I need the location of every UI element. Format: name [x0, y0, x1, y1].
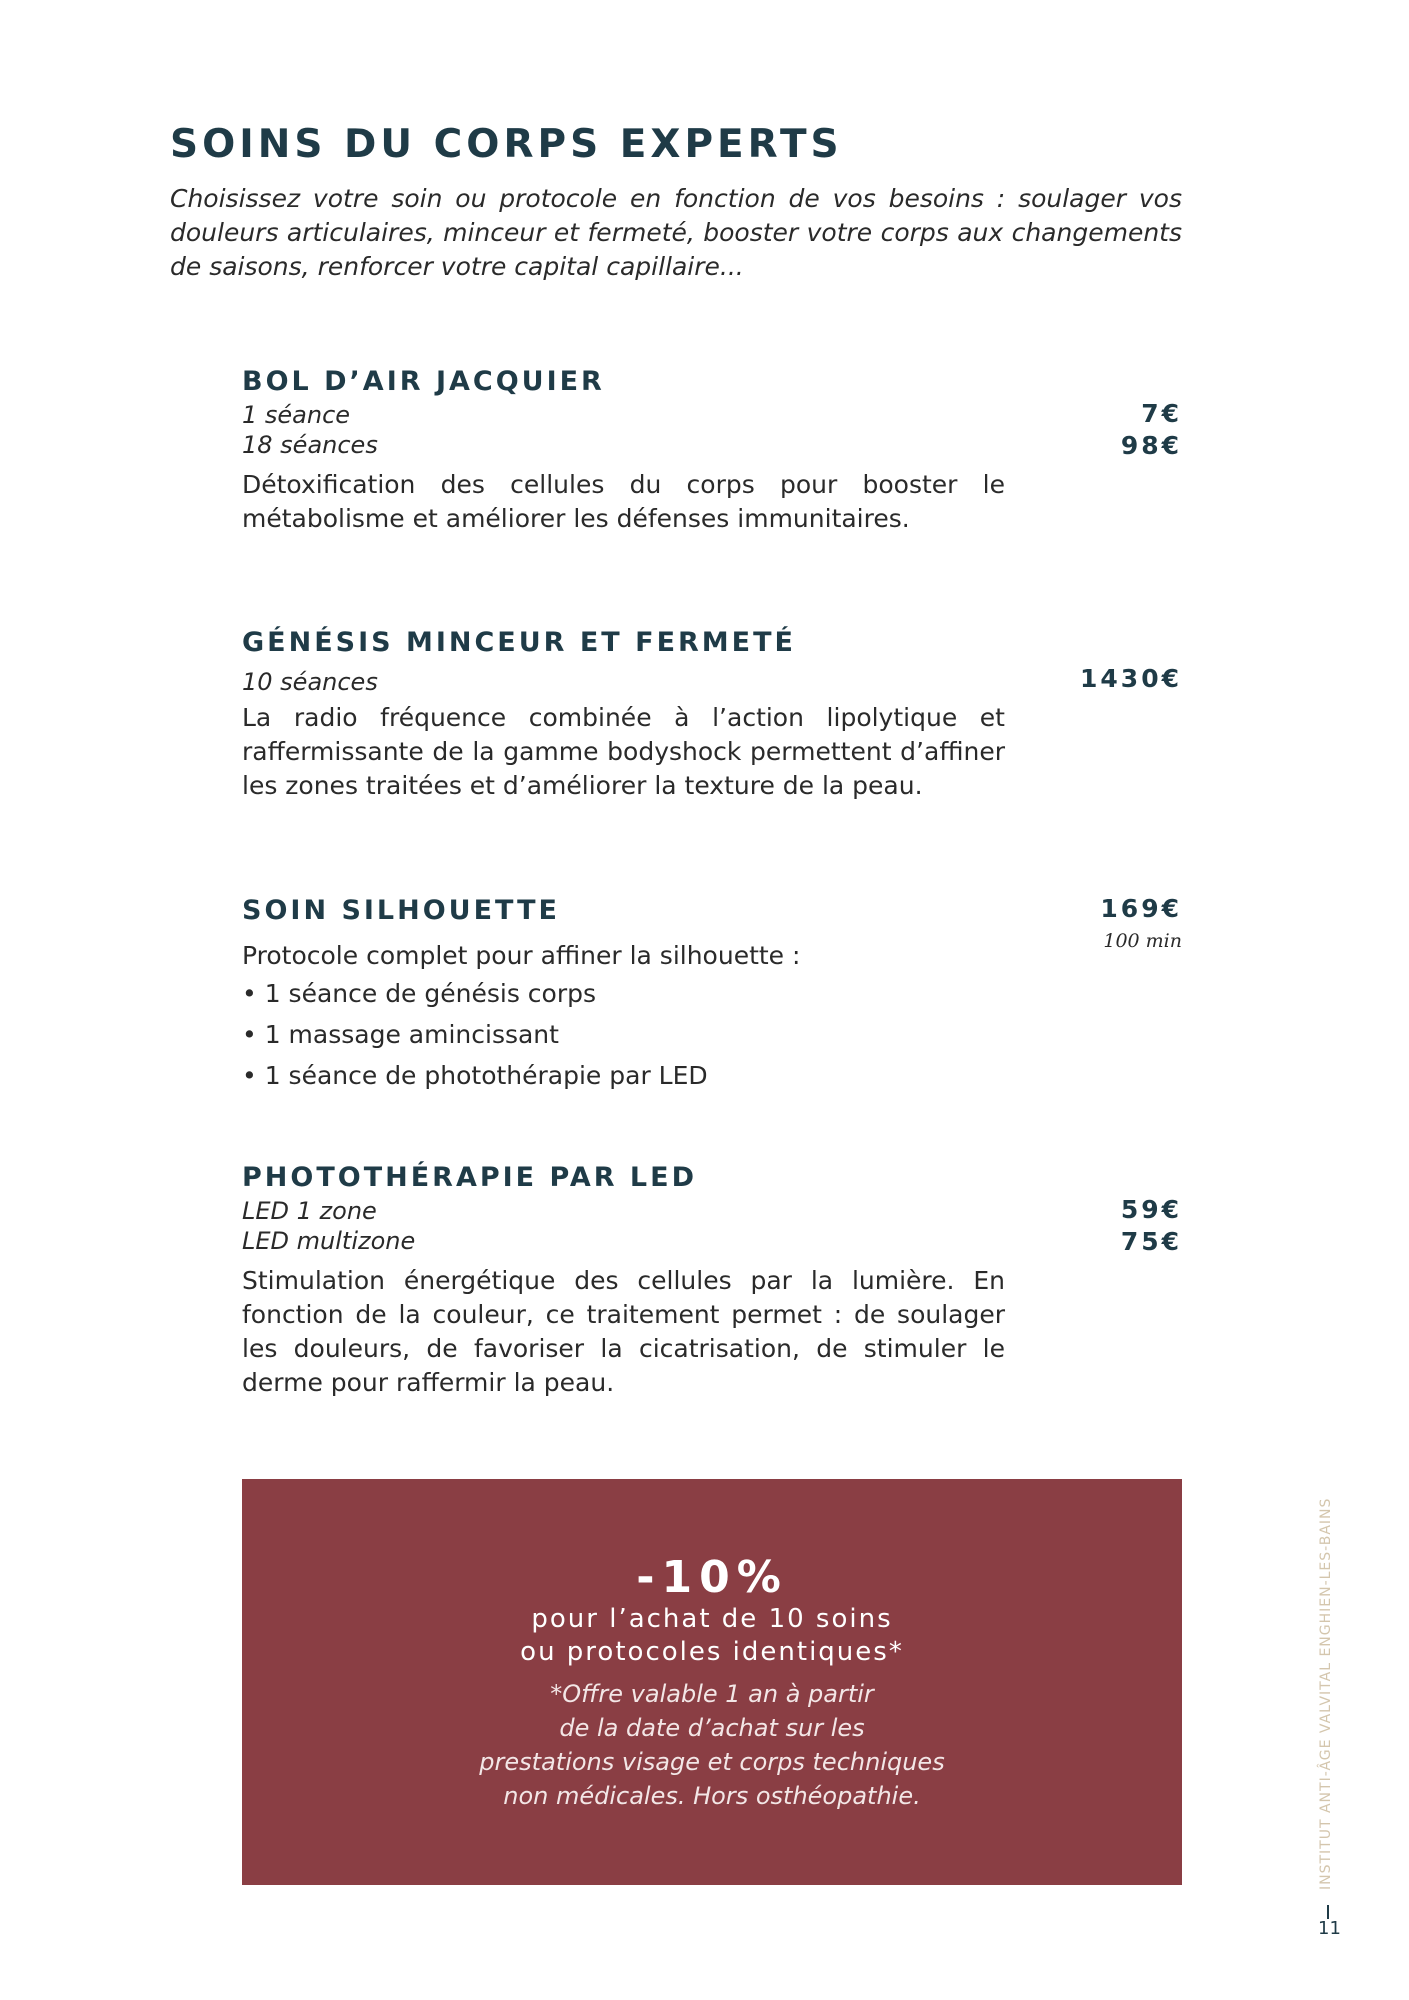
bullet-item: • 1 séance de photothérapie par LED	[242, 1061, 708, 1090]
item-title: PHOTOTHÉRAPIE PAR LED	[242, 1162, 697, 1193]
item-price: 7€	[1141, 399, 1182, 428]
item-price: 75€	[1120, 1227, 1182, 1256]
item-price: 1430€	[1080, 664, 1182, 693]
item-option: LED multizone	[242, 1227, 416, 1255]
item-genesis	[242, 625, 1182, 803]
item-option: 18 séances	[242, 431, 378, 459]
item-price: 98€	[1120, 431, 1182, 460]
promo-discount: -10%	[636, 1552, 788, 1603]
item-duration: 100 min	[1103, 930, 1182, 952]
bullet-item: • 1 massage amincissant	[242, 1020, 559, 1049]
item-title: BOL D’AIR JACQUIER	[242, 366, 605, 397]
side-footer-text: INSTITUT ANTI-ÂGE VALVITAL ENGHIEN-LES-BAINS	[1318, 1497, 1334, 1890]
item-bol-dair	[242, 364, 1182, 536]
promo-note-line: prestations visage et corps techniques	[479, 1748, 945, 1776]
item-option: 1 séance	[242, 401, 351, 429]
item-option: 10 séances	[242, 668, 378, 696]
item-description: La radio fréquence combinée à l’action lipolytique et raffermissante de la gamme bodyshock permettent d’affiner les zones traitées et d’améliorer la texture de la peau.	[242, 703, 1005, 800]
item-title: SOIN SILHOUETTE	[242, 895, 560, 926]
page-title: SOINS DU CORPS EXPERTS	[170, 122, 843, 167]
page-number: 11	[1318, 1918, 1341, 1939]
item-title: GÉNÉSIS MINCEUR ET FERMETÉ	[242, 627, 796, 658]
promo-line: pour l’achat de 10 soins	[531, 1604, 893, 1634]
item-price: 169€	[1100, 894, 1182, 923]
item-description: Détoxification des cellules du corps pour booster le métabolisme et améliorer les défenses immunitaires.	[242, 470, 1005, 533]
footer-divider	[1327, 1905, 1329, 1919]
item-phototherapie	[242, 1160, 1182, 1400]
intro-text: Choisissez votre soin ou protocole en fonction de vos besoins : soulager vos douleurs articulaires, minceur et fermeté, booster votre corps aux changements de saisons, renforcer votre capital capillaire...	[170, 184, 1182, 281]
promo-line: ou protocoles identiques*	[520, 1637, 904, 1667]
promo-note-line: de la date d’achat sur les	[559, 1714, 865, 1742]
item-description: Protocole complet pour affiner la silhouette :	[242, 941, 801, 970]
item-silhouette	[242, 893, 1182, 1096]
promo-box	[242, 1479, 1182, 1885]
item-option: LED 1 zone	[242, 1197, 377, 1225]
item-description: Stimulation énergétique des cellules par la lumière. En fonction de la couleur, ce traitement permet : de soulager les douleurs, de favoriser la cicatrisation, de stimuler le derme pour raffermir la peau.	[242, 1266, 1005, 1397]
item-price: 59€	[1120, 1195, 1182, 1224]
bullet-item: • 1 séance de génésis corps	[242, 979, 597, 1008]
promo-note-line: *Offre valable 1 an à partir	[550, 1680, 874, 1708]
promo-note-line: non médicales. Hors osthéopathie.	[503, 1782, 921, 1810]
